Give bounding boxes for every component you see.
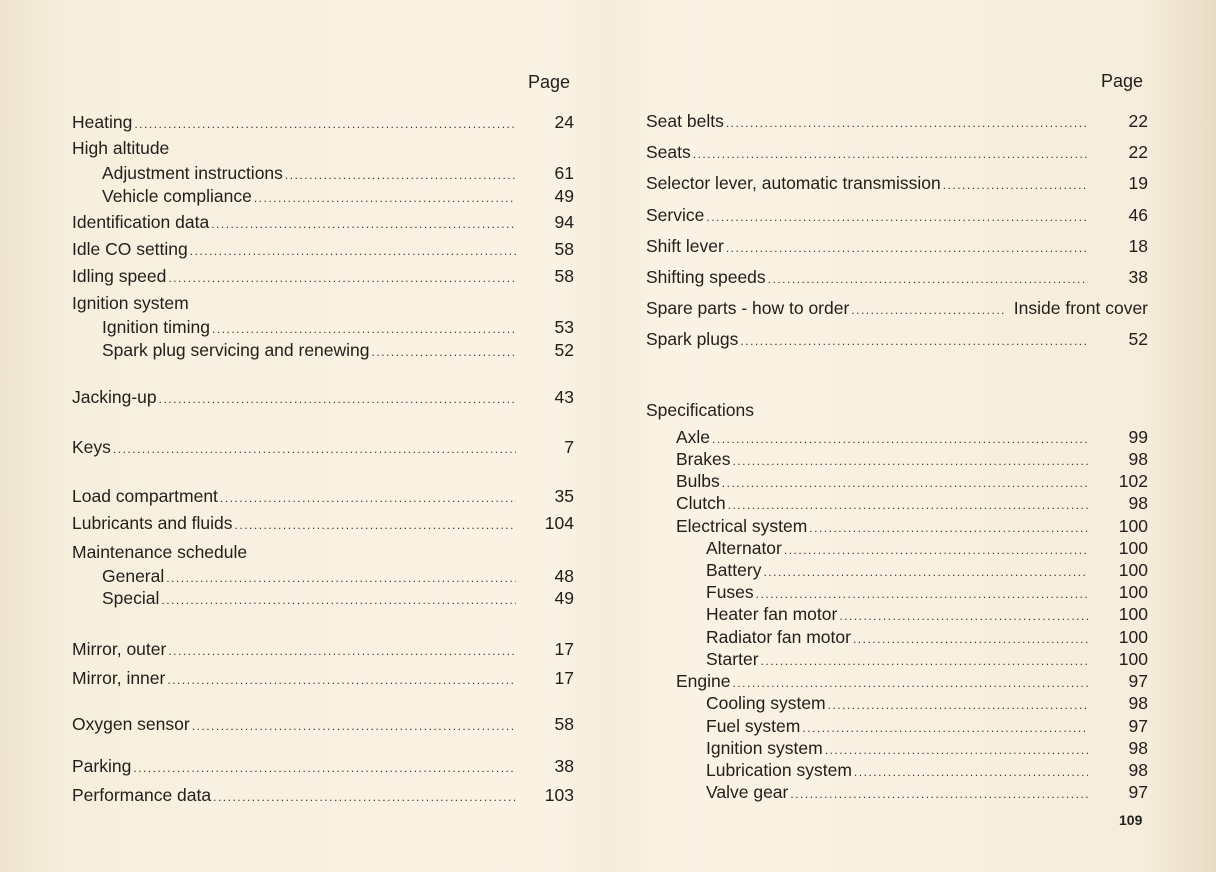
index-entry-page: 35: [554, 486, 574, 506]
index-entry-label: Engine: [676, 671, 731, 691]
index-entry-page: 102: [1118, 471, 1148, 491]
leader-dots: [212, 322, 516, 336]
index-entry-page: 100: [1118, 582, 1148, 602]
index-entry-page: 52: [554, 340, 574, 360]
index-entry-label: Selector lever, automatic transmission: [646, 173, 941, 193]
index-entry: [646, 671, 1148, 692]
index-entry: [646, 716, 1148, 737]
index-entry-page: 100: [1118, 649, 1148, 669]
leader-dots: [285, 168, 516, 182]
index-entry-label: Parking: [72, 756, 132, 776]
index-entry-label: Identification data: [72, 212, 210, 232]
leader-dots: [726, 241, 1088, 255]
index-entry-page: 22: [1128, 142, 1148, 162]
index-entry: [72, 112, 574, 133]
index-entry: [72, 239, 574, 260]
index-entry-page: 100: [1118, 560, 1148, 580]
index-entry-label: Heater fan motor: [706, 604, 838, 624]
index-entry-label: Idling speed: [72, 266, 167, 286]
index-entry-label: Mirror, outer: [72, 639, 167, 659]
index-entry-page: 38: [1128, 267, 1148, 287]
index-entry: [646, 298, 1148, 319]
index-entry-page: 18: [1128, 236, 1148, 256]
index-entry-page: 58: [554, 239, 574, 259]
index-entry-label: Ignition system: [72, 293, 189, 313]
index-entry-label: Jacking-up: [72, 387, 157, 407]
leader-dots: [763, 565, 1088, 579]
index-entry-page: 103: [544, 785, 574, 805]
index-entry-page: 98: [1128, 449, 1148, 469]
index-entry-page: 97: [1128, 716, 1148, 736]
index-entry: [72, 785, 574, 806]
index-entry-label: Seats: [646, 142, 691, 162]
leader-dots: [761, 654, 1088, 668]
index-entry-page: 22: [1128, 111, 1148, 131]
index-entry: [646, 400, 1148, 421]
index-entry-label: High altitude: [72, 138, 170, 158]
index-entry: [72, 266, 574, 287]
leader-dots: [693, 147, 1088, 161]
index-entry-label: Brakes: [676, 449, 731, 469]
index-entry-page: 48: [554, 566, 574, 586]
index-entry-page: 49: [554, 588, 574, 608]
index-entry: [646, 142, 1148, 163]
index-entry: [72, 756, 574, 777]
index-entry-page: 17: [554, 668, 574, 688]
index-entry-label: Load compartment: [72, 486, 218, 506]
leader-dots: [706, 210, 1088, 224]
index-entry: [646, 427, 1148, 448]
index-entry-page: 49: [554, 186, 574, 206]
index-entry-page: 100: [1118, 627, 1148, 647]
index-entry-label: Heating: [72, 112, 133, 132]
page-column-header: Page: [1101, 71, 1144, 91]
index-entry-page: 24: [554, 112, 574, 132]
leader-dots: [802, 721, 1088, 735]
index-entry-page: 52: [1128, 329, 1148, 349]
page-number: 109: [1119, 812, 1143, 828]
leader-dots: [113, 442, 516, 456]
index-entry: [72, 486, 574, 507]
leader-dots: [220, 491, 516, 505]
index-entry: [646, 782, 1148, 803]
leader-dots: [159, 392, 516, 406]
leader-dots: [768, 272, 1088, 286]
index-entry-page: 98: [1128, 493, 1148, 513]
index-entry: [646, 582, 1148, 603]
index-entry-page: 97: [1128, 782, 1148, 802]
index-entry-page: 46: [1128, 205, 1148, 225]
index-entry: [72, 714, 574, 735]
index-entry: [72, 437, 574, 458]
index-entry-page: 100: [1118, 516, 1148, 536]
leader-dots: [722, 476, 1088, 490]
index-entry-label: Cooling system: [706, 693, 826, 713]
leader-dots: [211, 217, 516, 231]
index-entry-label: Spare parts - how to order: [646, 298, 850, 318]
index-entry: [646, 205, 1148, 226]
index-entry: [646, 493, 1148, 514]
index-entry-page: 19: [1128, 173, 1148, 193]
leader-dots: [133, 761, 516, 775]
index-entry-label: Idle CO setting: [72, 239, 188, 259]
leader-dots: [756, 587, 1088, 601]
index-entry: [646, 471, 1148, 492]
index-entry-label: Keys: [72, 437, 111, 457]
leader-dots: [190, 244, 516, 258]
leader-dots: [854, 765, 1088, 779]
index-entry-label: Spark plugs: [646, 329, 739, 349]
index-entry-label: Shifting speeds: [646, 267, 766, 287]
index-entry-page: 104: [544, 513, 574, 533]
leader-dots: [825, 743, 1088, 757]
index-entry-label: Seat belts: [646, 111, 724, 131]
index-entry-label: Adjustment instructions: [102, 163, 283, 183]
index-entry: [646, 604, 1148, 625]
index-entry: [72, 317, 574, 338]
index-entry-page: 98: [1128, 738, 1148, 758]
index-entry: [72, 212, 574, 233]
index-entry: [72, 387, 574, 408]
leader-dots: [161, 593, 516, 607]
index-entry-label: Mirror, inner: [72, 668, 166, 688]
index-entry: [646, 693, 1148, 714]
index-entry-label: Special: [102, 588, 160, 608]
leader-dots: [733, 676, 1089, 690]
index-entry-label: Maintenance schedule: [72, 542, 248, 562]
index-entry-page: 98: [1128, 693, 1148, 713]
leader-dots: [254, 191, 516, 205]
index-entry: [72, 639, 574, 660]
index-entry: [72, 138, 574, 159]
index-entry: [646, 538, 1148, 559]
page-column-header: Page: [528, 72, 571, 92]
index-entry-label: Spark plug servicing and renewing: [102, 340, 370, 360]
leader-dots: [166, 571, 516, 585]
index-entry-page: 38: [554, 756, 574, 776]
leader-dots: [235, 518, 516, 532]
index-entry-page: 100: [1118, 538, 1148, 558]
index-entry-page: 58: [554, 714, 574, 734]
leader-dots: [732, 454, 1088, 468]
index-entry: [72, 293, 574, 314]
index-entry-label: Ignition system: [706, 738, 823, 758]
index-entry-label: Performance data: [72, 785, 212, 805]
index-entry: [72, 163, 574, 184]
leader-dots: [828, 698, 1088, 712]
index-entry-page: 98: [1128, 760, 1148, 780]
index-entry: [646, 267, 1148, 288]
index-entry: [646, 627, 1148, 648]
index-entry: [646, 760, 1148, 781]
index-entry: [646, 111, 1148, 132]
index-entry-label: Electrical system: [676, 516, 808, 536]
leader-dots: [943, 178, 1088, 192]
index-entry-label: Valve gear: [706, 782, 789, 802]
index-entry-page: 94: [554, 212, 574, 232]
index-entry-label: Fuses: [706, 582, 754, 602]
leader-dots: [740, 334, 1088, 348]
leader-dots: [851, 303, 1005, 317]
index-entry: [646, 738, 1148, 759]
index-entry-page: 7: [564, 437, 574, 457]
leader-dots: [853, 632, 1088, 646]
leader-dots: [790, 787, 1088, 801]
index-entry-page: 17: [554, 639, 574, 659]
index-entry-label: Axle: [676, 427, 711, 447]
index-entry-page: 43: [554, 387, 574, 407]
index-entry-page: 100: [1118, 604, 1148, 624]
index-entry-label: General: [102, 566, 165, 586]
index-entry-label: Vehicle compliance: [102, 186, 252, 206]
index-entry-page: 61: [554, 163, 574, 183]
leader-dots: [728, 498, 1088, 512]
index-entry-label: Lubricants and fluids: [72, 513, 233, 533]
index-entry-label: Battery: [706, 560, 762, 580]
index-entry: [646, 516, 1148, 537]
leader-dots: [168, 271, 516, 285]
index-entry: [646, 560, 1148, 581]
index-entry-label: Specifications: [646, 400, 754, 420]
index-entry-page: Inside front cover: [1013, 298, 1148, 318]
leader-dots: [167, 673, 516, 687]
leader-dots: [809, 521, 1088, 535]
leader-dots: [213, 790, 516, 804]
leader-dots: [134, 117, 516, 131]
index-entry: [646, 173, 1148, 194]
index-entry-label: Alternator: [706, 538, 782, 558]
index-entry: [72, 513, 574, 534]
leader-dots: [372, 345, 516, 359]
index-entry: [72, 186, 574, 207]
leader-dots: [168, 644, 516, 658]
index-entry: [72, 668, 574, 689]
index-entry-label: Bulbs: [676, 471, 720, 491]
index-entry: [646, 449, 1148, 470]
index-entry-page: 58: [554, 266, 574, 286]
index-entry-label: Clutch: [676, 493, 726, 513]
index-entry-label: Oxygen sensor: [72, 714, 190, 734]
index-entry-page: 53: [554, 317, 574, 337]
index-entry-page: 99: [1128, 427, 1148, 447]
index-entry-label: Radiator fan motor: [706, 627, 851, 647]
index-entry: [72, 340, 574, 361]
index-entry: [72, 542, 574, 563]
leader-dots: [784, 543, 1088, 557]
leader-dots: [839, 609, 1088, 623]
leader-dots: [726, 116, 1088, 130]
index-entry-label: Ignition timing: [102, 317, 210, 337]
index-entry: [646, 236, 1148, 257]
index-entry: [72, 588, 574, 609]
index-entry: [646, 649, 1148, 670]
index-entry: [72, 566, 574, 587]
index-entry-label: Fuel system: [706, 716, 801, 736]
leader-dots: [712, 432, 1088, 446]
index-entry-page: 97: [1128, 671, 1148, 691]
index-entry-label: Shift lever: [646, 236, 724, 256]
index-entry-label: Starter: [706, 649, 759, 669]
index-entry-label: Service: [646, 205, 705, 225]
leader-dots: [192, 719, 516, 733]
index-entry-label: Lubrication system: [706, 760, 852, 780]
index-entry: [646, 329, 1148, 350]
